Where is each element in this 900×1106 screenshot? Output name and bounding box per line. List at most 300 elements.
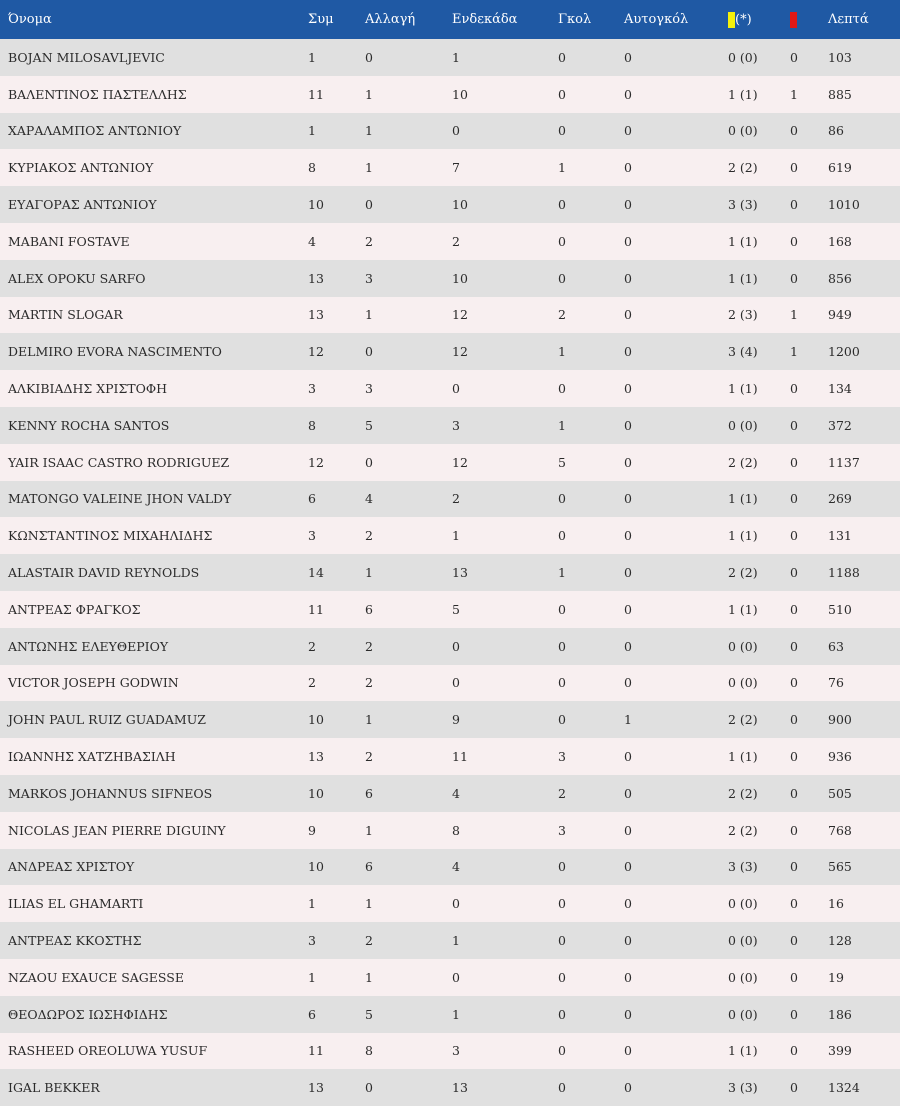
red-cards-cell: 0 <box>790 381 798 397</box>
goals-cell: 0 <box>558 49 566 65</box>
header-yellow-cards[interactable] <box>728 0 790 39</box>
substitute-cell: 3 <box>365 381 373 397</box>
yellow-cards-cell: 1 (1) <box>728 601 758 617</box>
appearances-cell: 12 <box>308 344 324 360</box>
substitute-cell: 4 <box>365 491 373 507</box>
player-name: KENNY ROCHA SANTOS <box>8 417 170 433</box>
substitute-cell: 0 <box>365 344 373 360</box>
table-row <box>0 76 900 113</box>
appearances-cell: 9 <box>308 822 316 838</box>
own-goals-cell: 0 <box>624 565 632 581</box>
player-name: ΙΩΑΝΝΗΣ ΧΑΤΖΗΒΑΣΙΛΗ <box>8 749 176 765</box>
starts-cell: 1 <box>452 528 460 544</box>
player-name: MATONGO VALEINE JHON VALDY <box>8 491 232 507</box>
red-cards-cell: 0 <box>790 454 798 470</box>
player-name: YAIR ISAAC CASTRO RODRIGUEZ <box>8 454 230 470</box>
red-cards-cell: 0 <box>790 749 798 765</box>
appearances-cell: 13 <box>308 307 324 323</box>
red-cards-cell: 0 <box>790 638 798 654</box>
minutes-cell: 900 <box>828 712 852 728</box>
starts-cell: 12 <box>452 454 468 470</box>
red-cards-cell: 0 <box>790 785 798 801</box>
own-goals-cell: 0 <box>624 1043 632 1059</box>
goals-cell: 0 <box>558 491 566 507</box>
table-row <box>0 370 900 407</box>
table-row <box>0 996 900 1033</box>
header-own-goals[interactable]: Αυτογκόλ <box>624 12 689 27</box>
yellow-cards-cell: 0 (0) <box>728 896 758 912</box>
appearances-cell: 4 <box>308 233 316 249</box>
goals-cell: 1 <box>558 417 566 433</box>
starts-cell: 8 <box>452 822 460 838</box>
own-goals-cell: 0 <box>624 601 632 617</box>
yellow-cards-cell: 3 (3) <box>728 859 758 875</box>
own-goals-cell: 0 <box>624 197 632 213</box>
yellow-cards-cell: 2 (2) <box>728 454 758 470</box>
header-minutes[interactable]: Λεπτά <box>828 12 869 27</box>
table-row <box>0 812 900 849</box>
yellow-card-icon <box>728 12 735 28</box>
yellow-cards-cell: 2 (2) <box>728 785 758 801</box>
starts-cell: 13 <box>452 565 468 581</box>
own-goals-cell: 0 <box>624 528 632 544</box>
player-name: ΧΑΡΑΛΑΜΠΟΣ ΑΝΤΩΝΙΟΥ <box>8 123 182 139</box>
goals-cell: 1 <box>558 160 566 176</box>
starts-cell: 9 <box>452 712 460 728</box>
red-cards-cell: 0 <box>790 528 798 544</box>
substitute-cell: 8 <box>365 1043 373 1059</box>
minutes-cell: 949 <box>828 307 852 323</box>
table-row <box>0 922 900 959</box>
starts-cell: 10 <box>452 86 468 102</box>
table-row <box>0 481 900 518</box>
minutes-cell: 505 <box>828 785 852 801</box>
appearances-cell: 1 <box>308 896 316 912</box>
minutes-cell: 269 <box>828 491 852 507</box>
goals-cell: 5 <box>558 454 566 470</box>
table-row <box>0 885 900 922</box>
own-goals-cell: 0 <box>624 785 632 801</box>
substitute-cell: 0 <box>365 49 373 65</box>
player-name: ΑΝΤΡΕΑΣ ΚΚΟΣΤΗΣ <box>8 933 142 949</box>
own-goals-cell: 0 <box>624 270 632 286</box>
goals-cell: 0 <box>558 712 566 728</box>
appearances-cell: 13 <box>308 749 324 765</box>
table-row <box>0 223 900 260</box>
red-cards-cell: 0 <box>790 270 798 286</box>
substitute-cell: 6 <box>365 785 373 801</box>
player-name: IGAL BEKKER <box>8 1080 100 1096</box>
yellow-cards-cell: 1 (1) <box>728 528 758 544</box>
appearances-cell: 8 <box>308 417 316 433</box>
minutes-cell: 131 <box>828 528 852 544</box>
substitute-cell: 5 <box>365 417 373 433</box>
substitute-cell: 1 <box>365 123 373 139</box>
red-cards-cell: 1 <box>790 307 798 323</box>
substitute-cell: 5 <box>365 1006 373 1022</box>
appearances-cell: 1 <box>308 49 316 65</box>
goals-cell: 3 <box>558 822 566 838</box>
goals-cell: 1 <box>558 344 566 360</box>
goals-cell: 0 <box>558 197 566 213</box>
appearances-cell: 10 <box>308 197 324 213</box>
minutes-cell: 16 <box>828 896 844 912</box>
own-goals-cell: 0 <box>624 822 632 838</box>
appearances-cell: 1 <box>308 969 316 985</box>
appearances-cell: 8 <box>308 160 316 176</box>
player-name: ALEX OPOKU SARFO <box>8 270 146 286</box>
yellow-cards-cell: 2 (3) <box>728 307 758 323</box>
yellow-cards-cell: 1 (1) <box>728 270 758 286</box>
table-row <box>0 628 900 665</box>
table-row <box>0 554 900 591</box>
red-cards-cell: 0 <box>790 601 798 617</box>
yellow-cards-cell: 1 (1) <box>728 233 758 249</box>
appearances-cell: 14 <box>308 565 324 581</box>
minutes-cell: 186 <box>828 1006 852 1022</box>
substitute-cell: 2 <box>365 675 373 691</box>
appearances-cell: 2 <box>308 638 316 654</box>
own-goals-cell: 0 <box>624 381 632 397</box>
minutes-cell: 1324 <box>828 1080 860 1096</box>
table-row <box>0 186 900 223</box>
appearances-cell: 3 <box>308 933 316 949</box>
minutes-cell: 1188 <box>828 565 860 581</box>
yellow-cards-cell: 3 (3) <box>728 197 758 213</box>
table-body <box>0 39 900 1106</box>
minutes-cell: 103 <box>828 49 852 65</box>
starts-cell: 1 <box>452 49 460 65</box>
starts-cell: 0 <box>452 638 460 654</box>
player-name: ΕΥΑΓΟΡΑΣ ΑΝΤΩΝΙΟΥ <box>8 197 157 213</box>
starts-cell: 13 <box>452 1080 468 1096</box>
substitute-cell: 1 <box>365 160 373 176</box>
player-name: ΑΝΤΡΕΑΣ ΦΡΑΓΚΟΣ <box>8 601 141 617</box>
minutes-cell: 619 <box>828 160 852 176</box>
minutes-cell: 768 <box>828 822 852 838</box>
player-name: RASHEED OREOLUWA YUSUF <box>8 1043 208 1059</box>
own-goals-cell: 0 <box>624 1006 632 1022</box>
table-row <box>0 517 900 554</box>
own-goals-cell: 0 <box>624 86 632 102</box>
red-cards-cell: 0 <box>790 822 798 838</box>
starts-cell: 2 <box>452 491 460 507</box>
table-row <box>0 701 900 738</box>
table-row <box>0 591 900 628</box>
header-red-cards[interactable] <box>790 0 828 39</box>
red-cards-cell: 1 <box>790 86 798 102</box>
own-goals-cell: 0 <box>624 933 632 949</box>
starts-cell: 3 <box>452 1043 460 1059</box>
appearances-cell: 12 <box>308 454 324 470</box>
player-name: ΑΝΤΩΝΗΣ ΕΛΕΥΘΕΡΙΟΥ <box>8 638 169 654</box>
goals-cell: 0 <box>558 1006 566 1022</box>
starts-cell: 10 <box>452 197 468 213</box>
table-row <box>0 113 900 150</box>
goals-cell: 2 <box>558 307 566 323</box>
appearances-cell: 2 <box>308 675 316 691</box>
starts-cell: 1 <box>452 933 460 949</box>
minutes-cell: 565 <box>828 859 852 875</box>
red-cards-cell: 0 <box>790 896 798 912</box>
goals-cell: 0 <box>558 933 566 949</box>
table-row <box>0 444 900 481</box>
own-goals-cell: 0 <box>624 123 632 139</box>
red-cards-cell: 0 <box>790 969 798 985</box>
red-cards-cell: 0 <box>790 417 798 433</box>
minutes-cell: 134 <box>828 381 852 397</box>
red-cards-cell: 0 <box>790 565 798 581</box>
own-goals-cell: 0 <box>624 969 632 985</box>
table-row <box>0 1033 900 1070</box>
header-appearances[interactable]: Συμ <box>308 12 334 27</box>
appearances-cell: 10 <box>308 785 324 801</box>
yellow-cards-cell: 0 (0) <box>728 123 758 139</box>
header-goals[interactable]: Γκολ <box>558 12 592 27</box>
substitute-cell: 0 <box>365 197 373 213</box>
player-name: DELMIRO EVORA NASCIMENTO <box>8 344 222 360</box>
substitute-cell: 6 <box>365 859 373 875</box>
goals-cell: 3 <box>558 749 566 765</box>
minutes-cell: 399 <box>828 1043 852 1059</box>
yellow-cards-cell: 2 (2) <box>728 822 758 838</box>
appearances-cell: 11 <box>308 86 324 102</box>
minutes-cell: 372 <box>828 417 852 433</box>
red-cards-cell: 1 <box>790 344 798 360</box>
goals-cell: 0 <box>558 270 566 286</box>
goals-cell: 0 <box>558 638 566 654</box>
own-goals-cell: 1 <box>624 712 632 728</box>
player-name: ΒΑΛΕΝΤΙΝΟΣ ΠΑΣΤΕΛΛΗΣ <box>8 86 187 102</box>
appearances-cell: 10 <box>308 712 324 728</box>
yellow-cards-cell: 0 (0) <box>728 638 758 654</box>
goals-cell: 0 <box>558 969 566 985</box>
player-name: ΑΛΚΙΒΙΑΔΗΣ ΧΡΙΣΤΟΦΗ <box>8 381 168 397</box>
own-goals-cell: 0 <box>624 1080 632 1096</box>
table-row <box>0 39 900 76</box>
substitute-cell: 1 <box>365 307 373 323</box>
appearances-cell: 11 <box>308 1043 324 1059</box>
yellow-cards-cell: 2 (2) <box>728 160 758 176</box>
header-substitute[interactable]: Αλλαγή <box>365 12 416 27</box>
header-starting-eleven[interactable]: Ενδεκάδα <box>452 12 518 27</box>
table-row <box>0 775 900 812</box>
minutes-cell: 128 <box>828 933 852 949</box>
player-name: ΚΥΡΙΑΚΟΣ ΑΝΤΩΝΙΟΥ <box>8 160 154 176</box>
own-goals-cell: 0 <box>624 49 632 65</box>
starts-cell: 0 <box>452 123 460 139</box>
red-cards-cell: 0 <box>790 1043 798 1059</box>
substitute-cell: 2 <box>365 528 373 544</box>
red-cards-cell: 0 <box>790 933 798 949</box>
substitute-cell: 2 <box>365 638 373 654</box>
red-cards-cell: 0 <box>790 160 798 176</box>
goals-cell: 0 <box>558 233 566 249</box>
red-cards-cell: 0 <box>790 675 798 691</box>
yellow-cards-cell: 0 (0) <box>728 49 758 65</box>
red-cards-cell: 0 <box>790 712 798 728</box>
player-name: ALASTAIR DAVID REYNOLDS <box>8 565 200 581</box>
player-name: MARKOS JOHANNUS SIFNEOS <box>8 785 213 801</box>
starts-cell: 10 <box>452 270 468 286</box>
minutes-cell: 1010 <box>828 197 860 213</box>
substitute-cell: 2 <box>365 233 373 249</box>
appearances-cell: 1 <box>308 123 316 139</box>
yellow-cards-cell: 1 (1) <box>728 86 758 102</box>
appearances-cell: 10 <box>308 859 324 875</box>
table-row <box>0 665 900 702</box>
table-row <box>0 738 900 775</box>
goals-cell: 0 <box>558 859 566 875</box>
yellow-cards-cell: 1 (1) <box>728 381 758 397</box>
yellow-cards-cell: 1 (1) <box>728 1043 758 1059</box>
appearances-cell: 3 <box>308 528 316 544</box>
yellow-card-note: (*) <box>735 12 752 27</box>
player-name: MABANI FOSTAVE <box>8 233 130 249</box>
own-goals-cell: 0 <box>624 896 632 912</box>
starts-cell: 12 <box>452 307 468 323</box>
own-goals-cell: 0 <box>624 233 632 249</box>
table-row <box>0 333 900 370</box>
appearances-cell: 13 <box>308 270 324 286</box>
red-cards-cell: 0 <box>790 859 798 875</box>
yellow-cards-cell: 2 (2) <box>728 712 758 728</box>
substitute-cell: 1 <box>365 712 373 728</box>
own-goals-cell: 0 <box>624 454 632 470</box>
starts-cell: 4 <box>452 785 460 801</box>
starts-cell: 0 <box>452 969 460 985</box>
minutes-cell: 63 <box>828 638 844 654</box>
substitute-cell: 2 <box>365 933 373 949</box>
red-cards-cell: 0 <box>790 49 798 65</box>
own-goals-cell: 0 <box>624 675 632 691</box>
red-cards-cell: 0 <box>790 491 798 507</box>
table-row <box>0 849 900 886</box>
starts-cell: 4 <box>452 859 460 875</box>
own-goals-cell: 0 <box>624 749 632 765</box>
yellow-cards-cell: 0 (0) <box>728 1006 758 1022</box>
goals-cell: 0 <box>558 1043 566 1059</box>
red-cards-cell: 0 <box>790 1006 798 1022</box>
starts-cell: 0 <box>452 896 460 912</box>
red-cards-cell: 0 <box>790 197 798 213</box>
player-name: ΑΝΔΡΕΑΣ ΧΡΙΣΤΟΥ <box>8 859 135 875</box>
table-row <box>0 959 900 996</box>
minutes-cell: 885 <box>828 86 852 102</box>
appearances-cell: 11 <box>308 601 324 617</box>
minutes-cell: 510 <box>828 601 852 617</box>
own-goals-cell: 0 <box>624 344 632 360</box>
appearances-cell: 3 <box>308 381 316 397</box>
player-name: NICOLAS JEAN PIERRE DIGUINY <box>8 822 226 838</box>
minutes-cell: 86 <box>828 123 844 139</box>
yellow-cards-cell: 0 (0) <box>728 969 758 985</box>
minutes-cell: 76 <box>828 675 844 691</box>
substitute-cell: 6 <box>365 601 373 617</box>
own-goals-cell: 0 <box>624 859 632 875</box>
player-name: ΚΩΝΣΤΑΝΤΙΝΟΣ ΜΙΧΑΗΛΙΔΗΣ <box>8 528 213 544</box>
goals-cell: 0 <box>558 528 566 544</box>
own-goals-cell: 0 <box>624 417 632 433</box>
player-name: NZAOU EXAUCE SAGESSE <box>8 969 184 985</box>
appearances-cell: 6 <box>308 491 316 507</box>
starts-cell: 7 <box>452 160 460 176</box>
starts-cell: 0 <box>452 675 460 691</box>
table-row <box>0 260 900 297</box>
player-name: JOHN PAUL RUIZ GUADAMUZ <box>8 712 206 728</box>
minutes-cell: 19 <box>828 969 844 985</box>
minutes-cell: 1137 <box>828 454 860 470</box>
goals-cell: 2 <box>558 785 566 801</box>
appearances-cell: 6 <box>308 1006 316 1022</box>
own-goals-cell: 0 <box>624 638 632 654</box>
substitute-cell: 1 <box>365 822 373 838</box>
red-cards-cell: 0 <box>790 123 798 139</box>
substitute-cell: 1 <box>365 969 373 985</box>
red-cards-cell: 0 <box>790 1080 798 1096</box>
goals-cell: 0 <box>558 601 566 617</box>
goals-cell: 0 <box>558 86 566 102</box>
starts-cell: 2 <box>452 233 460 249</box>
red-cards-cell: 0 <box>790 233 798 249</box>
own-goals-cell: 0 <box>624 307 632 323</box>
goals-cell: 1 <box>558 565 566 581</box>
red-card-icon <box>790 12 797 28</box>
table-row <box>0 149 900 186</box>
starts-cell: 0 <box>452 381 460 397</box>
goals-cell: 0 <box>558 896 566 912</box>
own-goals-cell: 0 <box>624 491 632 507</box>
starts-cell: 5 <box>452 601 460 617</box>
substitute-cell: 0 <box>365 454 373 470</box>
yellow-cards-cell: 0 (0) <box>728 675 758 691</box>
substitute-cell: 0 <box>365 1080 373 1096</box>
minutes-cell: 168 <box>828 233 852 249</box>
yellow-cards-cell: 2 (2) <box>728 565 758 581</box>
minutes-cell: 856 <box>828 270 852 286</box>
table-header-row <box>0 0 900 39</box>
substitute-cell: 1 <box>365 86 373 102</box>
table-row <box>0 297 900 334</box>
starts-cell: 11 <box>452 749 468 765</box>
goals-cell: 0 <box>558 675 566 691</box>
yellow-cards-cell: 0 (0) <box>728 417 758 433</box>
yellow-cards-cell: 1 (1) <box>728 491 758 507</box>
player-name: VICTOR JOSEPH GODWIN <box>8 675 179 691</box>
player-name: BOJAN MILOSAVLJEVIC <box>8 49 165 65</box>
substitute-cell: 1 <box>365 565 373 581</box>
minutes-cell: 1200 <box>828 344 860 360</box>
table-row <box>0 1069 900 1106</box>
yellow-cards-cell: 1 (1) <box>728 749 758 765</box>
own-goals-cell: 0 <box>624 160 632 176</box>
starts-cell: 3 <box>452 417 460 433</box>
goals-cell: 0 <box>558 1080 566 1096</box>
yellow-cards-cell: 0 (0) <box>728 933 758 949</box>
starts-cell: 1 <box>452 1006 460 1022</box>
appearances-cell: 13 <box>308 1080 324 1096</box>
yellow-cards-cell: 3 (4) <box>728 344 758 360</box>
minutes-cell: 936 <box>828 749 852 765</box>
substitute-cell: 2 <box>365 749 373 765</box>
table-row <box>0 407 900 444</box>
substitute-cell: 3 <box>365 270 373 286</box>
player-name: ΘΕΟΔΩΡΟΣ ΙΩΣΗΦΙΔΗΣ <box>8 1006 168 1022</box>
header-name[interactable]: Όνομα <box>8 12 52 27</box>
goals-cell: 0 <box>558 381 566 397</box>
player-name: MARTIN SLOGAR <box>8 307 123 323</box>
player-name: ILIAS EL GHAMARTI <box>8 896 144 912</box>
